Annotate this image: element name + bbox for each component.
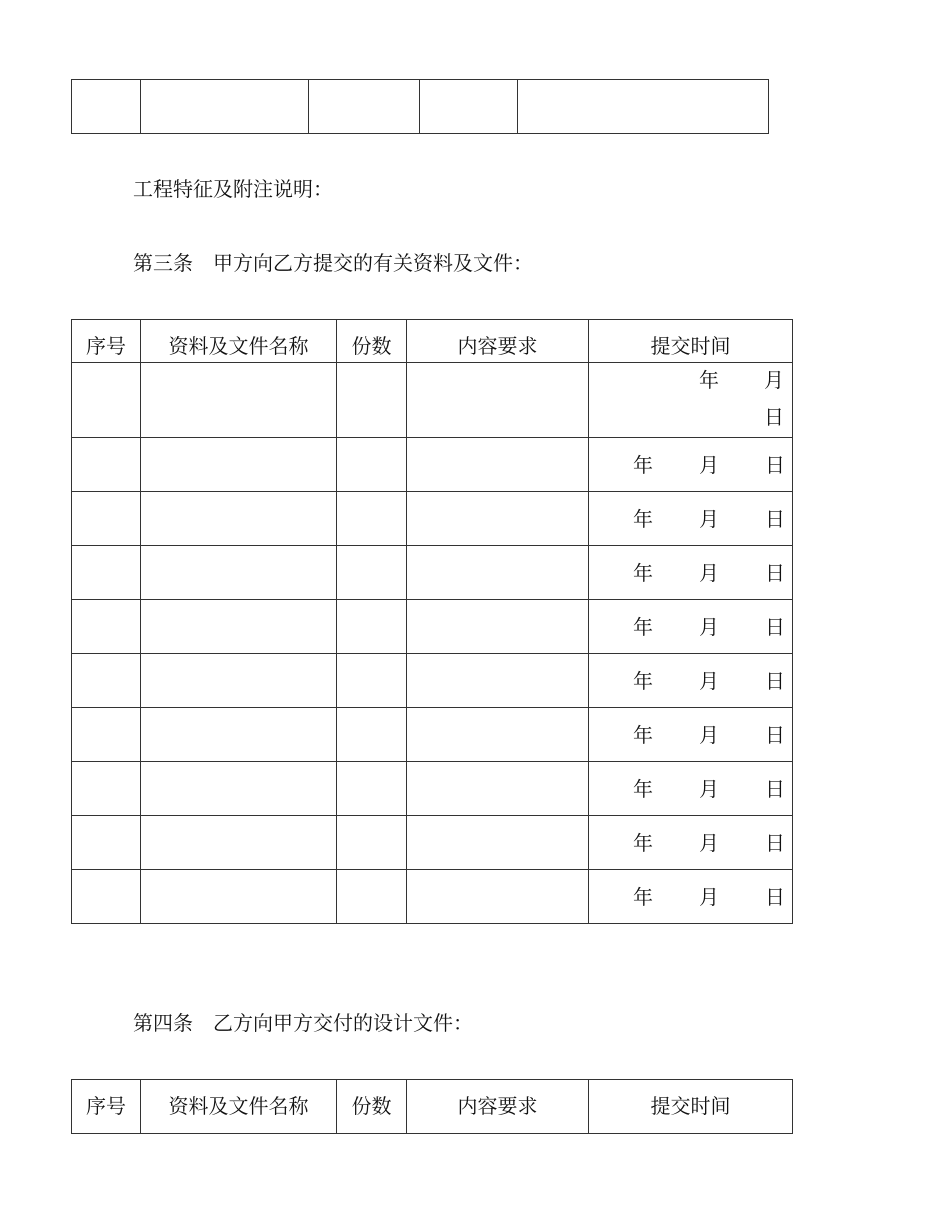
month-label: 月: [699, 507, 719, 531]
header-seq: 序号: [72, 1080, 141, 1134]
table-cell[interactable]: [72, 492, 141, 546]
table-cell[interactable]: [407, 654, 589, 708]
year-label: 年: [633, 561, 653, 585]
month-label: 月: [764, 368, 784, 392]
table-cell[interactable]: [141, 546, 337, 600]
header-name: 资料及文件名称: [141, 1080, 337, 1134]
table-cell[interactable]: [141, 363, 337, 438]
year-label: 年: [633, 669, 653, 693]
table-row: [72, 762, 793, 816]
date-cell[interactable]: [589, 546, 793, 600]
date-cell[interactable]: [589, 870, 793, 924]
table-cell[interactable]: [141, 654, 337, 708]
table-row: [72, 492, 793, 546]
year-label: 年: [633, 615, 653, 639]
year-label: 年: [633, 831, 653, 855]
day-label: 日: [765, 777, 785, 801]
date-cell[interactable]: [589, 708, 793, 762]
year-label: 年: [633, 453, 653, 477]
table-cell[interactable]: [141, 870, 337, 924]
date-cell[interactable]: [589, 363, 793, 438]
table-cell[interactable]: [407, 492, 589, 546]
section3-table: [71, 319, 793, 924]
year-label: 年: [699, 368, 719, 392]
date-cell[interactable]: [589, 762, 793, 816]
year-label: 年: [633, 885, 653, 909]
day-label: 日: [764, 405, 784, 429]
table-cell[interactable]: [407, 363, 589, 438]
date-cell[interactable]: [589, 492, 793, 546]
month-label: 月: [699, 777, 719, 801]
year-label: 年: [633, 507, 653, 531]
header-copies: 份数: [337, 1080, 407, 1134]
day-label: 日: [765, 507, 785, 531]
header-seq: 序号: [72, 320, 141, 363]
table-cell[interactable]: [407, 762, 589, 816]
table-cell[interactable]: [72, 546, 141, 600]
table-cell[interactable]: [337, 708, 407, 762]
month-label: 月: [699, 561, 719, 585]
table-cell[interactable]: [72, 80, 141, 134]
table-cell[interactable]: [337, 654, 407, 708]
table-cell[interactable]: [337, 492, 407, 546]
year-label: 年: [633, 777, 653, 801]
table-cell[interactable]: [141, 816, 337, 870]
table-cell[interactable]: [72, 870, 141, 924]
header-submit-time: 提交时间: [589, 1080, 793, 1134]
table-row: [72, 438, 793, 492]
table-cell[interactable]: [407, 870, 589, 924]
day-label: 日: [765, 561, 785, 585]
table-row: [72, 708, 793, 762]
date-cell[interactable]: [589, 816, 793, 870]
section3-title: 第三条 甲方向乙方提交的有关资料及文件：: [133, 251, 533, 275]
table-cell[interactable]: [72, 816, 141, 870]
day-label: 日: [765, 723, 785, 747]
table-header-row: [72, 1080, 793, 1134]
top-table: [71, 79, 769, 134]
table-cell[interactable]: [337, 546, 407, 600]
header-copies: 份数: [337, 320, 407, 363]
table-row: [72, 816, 793, 870]
date-cell[interactable]: [589, 600, 793, 654]
table-cell[interactable]: [72, 600, 141, 654]
table-cell[interactable]: [337, 816, 407, 870]
table-cell[interactable]: [337, 438, 407, 492]
table-cell[interactable]: [72, 438, 141, 492]
table-row: [72, 654, 793, 708]
table-cell[interactable]: [141, 80, 309, 134]
table-cell[interactable]: [337, 363, 407, 438]
date-cell[interactable]: [589, 438, 793, 492]
table-cell[interactable]: [141, 438, 337, 492]
table-cell[interactable]: [141, 600, 337, 654]
table-cell[interactable]: [407, 546, 589, 600]
month-label: 月: [699, 885, 719, 909]
month-label: 月: [699, 453, 719, 477]
table-cell[interactable]: [407, 438, 589, 492]
header-name: 资料及文件名称: [141, 320, 337, 363]
table-cell[interactable]: [337, 762, 407, 816]
year-label: 年: [633, 723, 653, 747]
table-cell[interactable]: [141, 708, 337, 762]
month-label: 月: [699, 723, 719, 747]
header-submit-time: 提交时间: [589, 320, 793, 363]
table-cell[interactable]: [337, 870, 407, 924]
month-label: 月: [699, 615, 719, 639]
table-cell[interactable]: [407, 600, 589, 654]
day-label: 日: [765, 885, 785, 909]
table-cell[interactable]: [407, 816, 589, 870]
month-label: 月: [699, 669, 719, 693]
day-label: 日: [765, 615, 785, 639]
day-label: 日: [765, 453, 785, 477]
table-cell[interactable]: [141, 492, 337, 546]
table-cell[interactable]: [309, 80, 420, 134]
table-cell[interactable]: [72, 654, 141, 708]
table-cell[interactable]: [141, 762, 337, 816]
table-cell[interactable]: [518, 80, 769, 134]
table-row: [72, 600, 793, 654]
table-cell[interactable]: [337, 600, 407, 654]
header-requirements: 内容要求: [407, 320, 589, 363]
table-cell[interactable]: [72, 708, 141, 762]
table-row: [72, 546, 793, 600]
section4-table: [71, 1079, 793, 1134]
day-label: 日: [765, 831, 785, 855]
notes-label: 工程特征及附注说明：: [133, 177, 333, 201]
header-requirements: 内容要求: [407, 1080, 589, 1134]
date-cell[interactable]: [589, 654, 793, 708]
table-cell[interactable]: [420, 80, 518, 134]
table-cell[interactable]: [72, 762, 141, 816]
table-header-row: [72, 320, 793, 363]
month-label: 月: [699, 831, 719, 855]
table-cell[interactable]: [72, 363, 141, 438]
table-row: [72, 363, 793, 438]
table-row: [72, 870, 793, 924]
section4-title: 第四条 乙方向甲方交付的设计文件：: [133, 1011, 473, 1035]
day-label: 日: [765, 669, 785, 693]
table-cell[interactable]: [407, 708, 589, 762]
